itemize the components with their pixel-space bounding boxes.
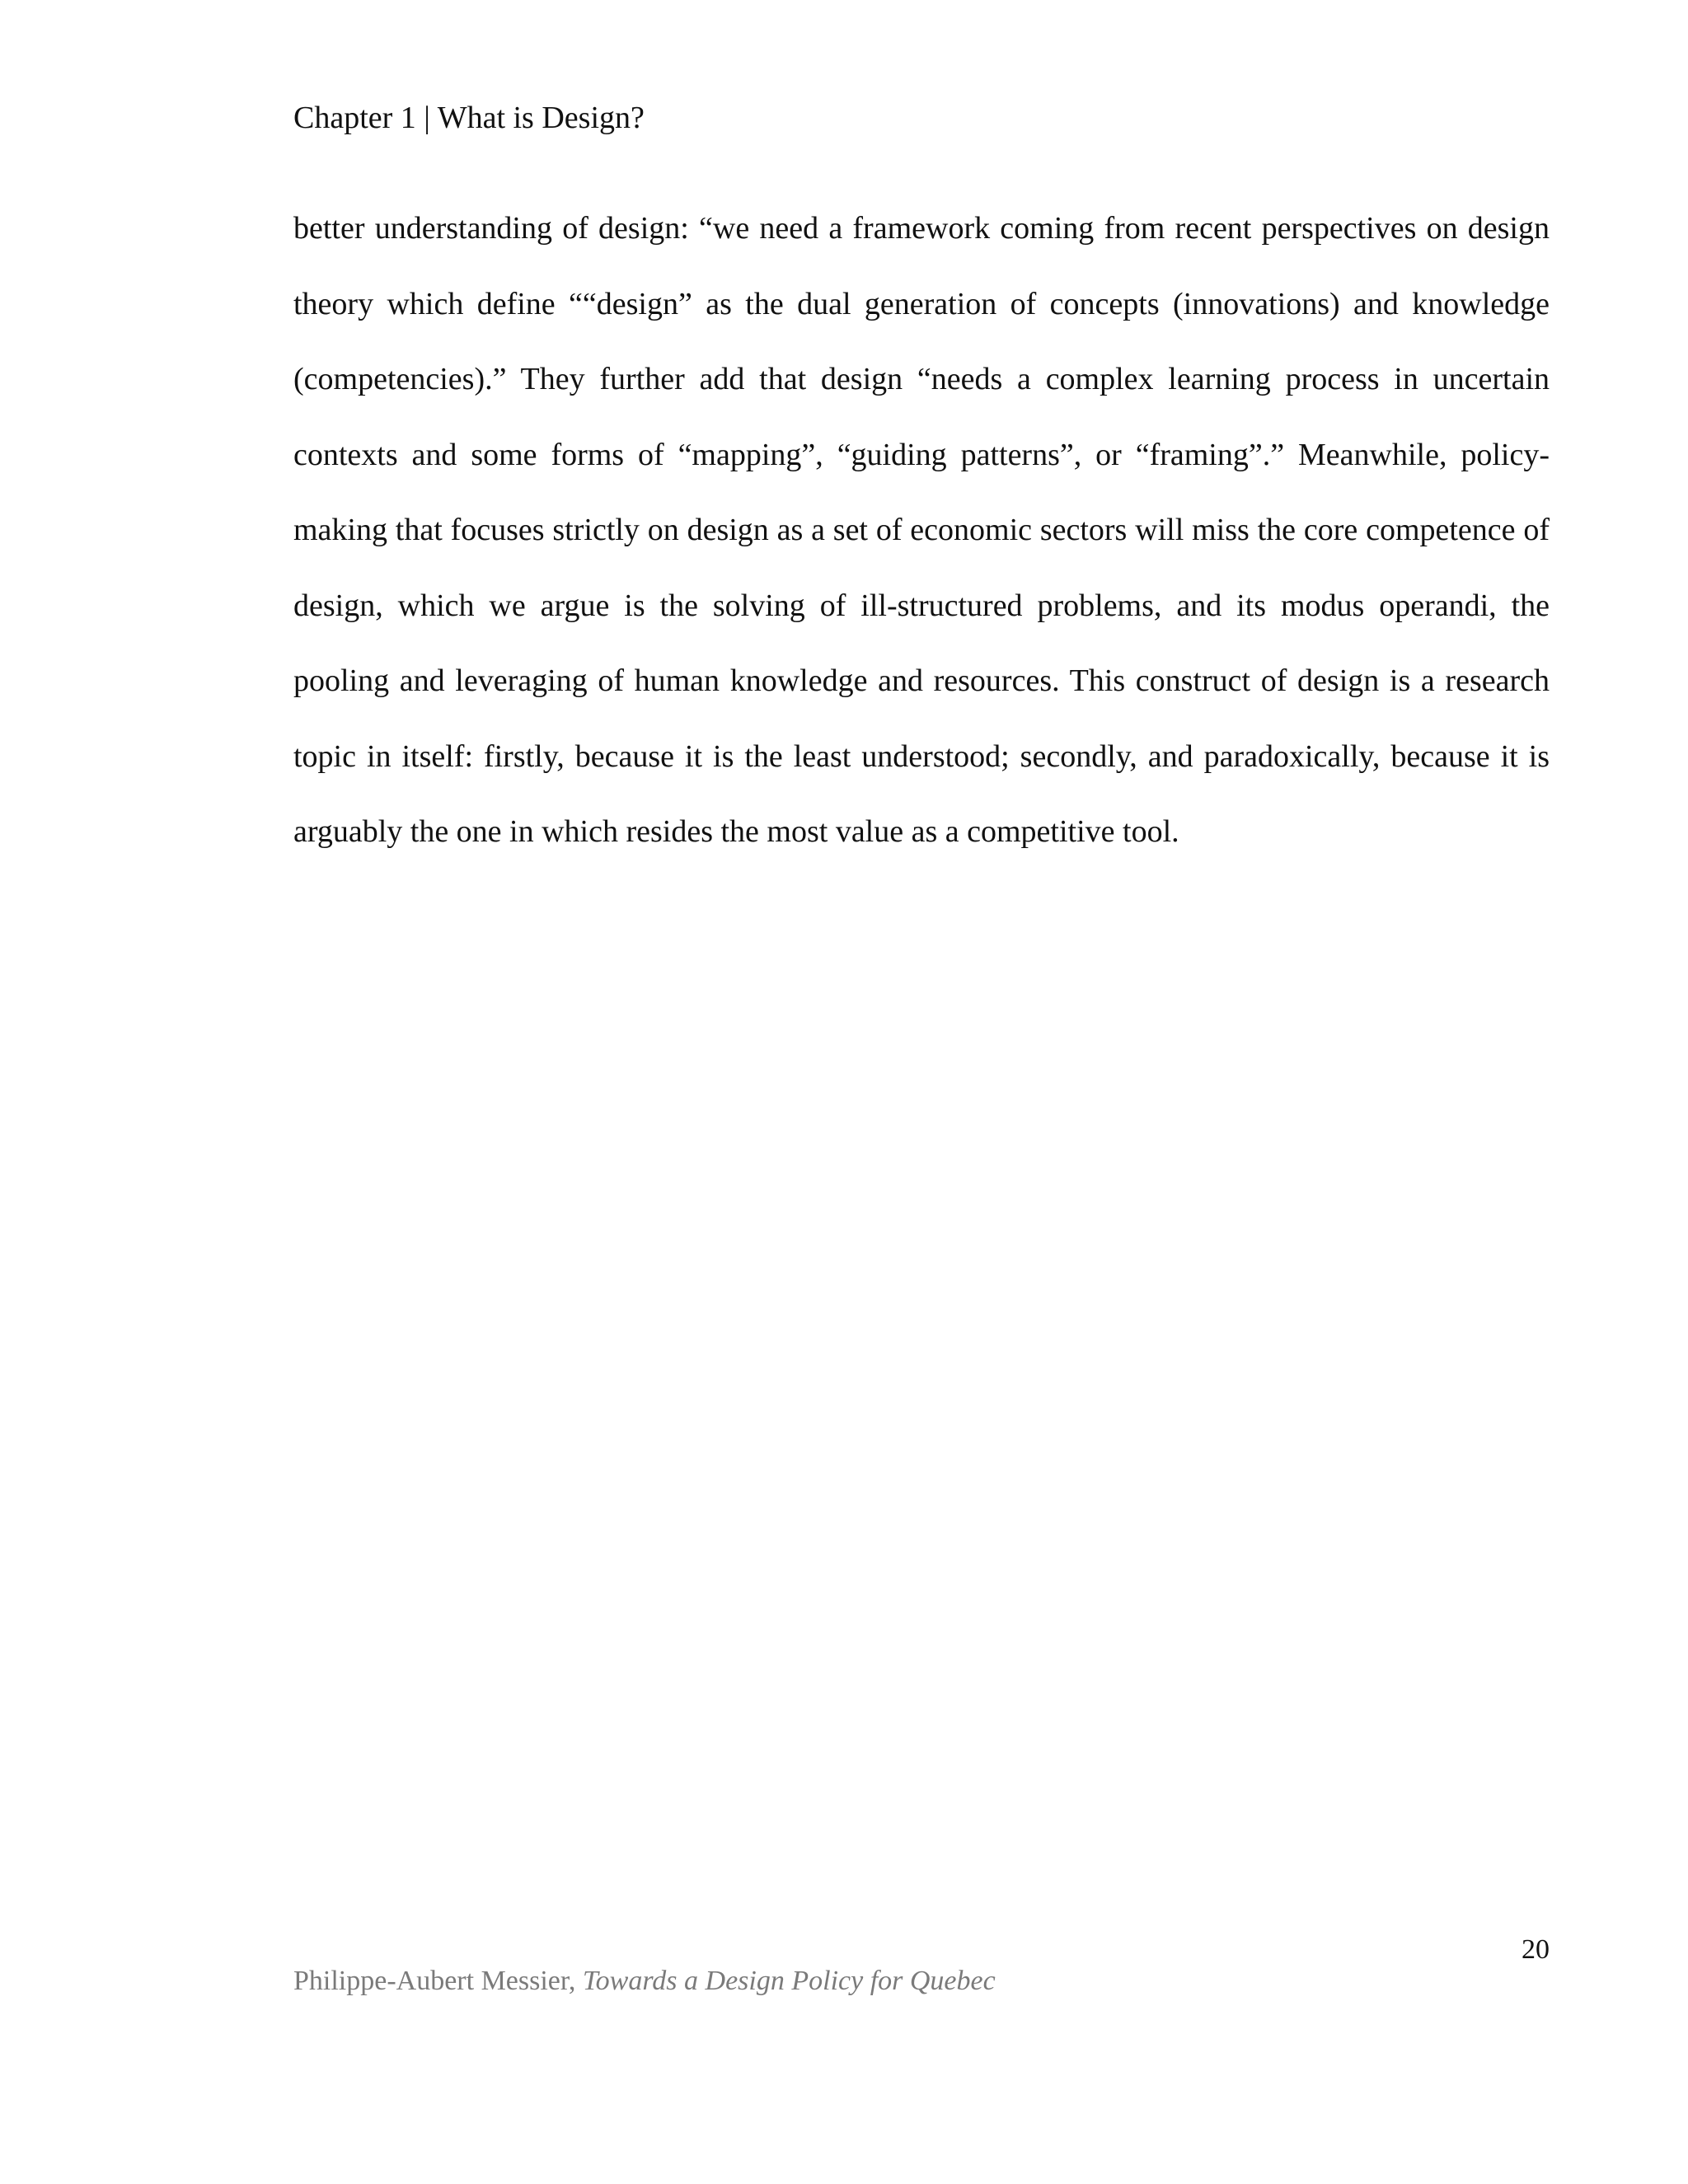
- footer-author: Philippe-Aubert Messier,: [293, 1966, 583, 1996]
- running-header: Chapter 1 | What is Design?: [293, 101, 645, 135]
- page-number: 20: [1522, 1934, 1550, 1965]
- footer-book-title: Towards a Design Policy for Quebec: [582, 1966, 996, 1996]
- body-paragraph: better understanding of design: “we need a framework coming from recent perspectives on design theory which define ““design” as the dual generation of concepts (innovations) and knowledge (competencies).” They further add that design “needs a complex learning process in uncertain contexts and some forms of “mapping”, “guiding patterns”, or “framing”.” Meanwhile, policy-making that focuses strictly on design as a set of economic sectors will miss the core competence of design, which we argue is the solving of ill-structured problems, and its modus operandi, the pooling and leveraging of human knowledge and resources. This construct of design is a research topic in itself: firstly, because it is the least understood; secondly, and paradoxically, because it is arguably the one in which resides the most value as a competitive tool.: [293, 211, 1550, 849]
- page-footer: [293, 1963, 996, 1999]
